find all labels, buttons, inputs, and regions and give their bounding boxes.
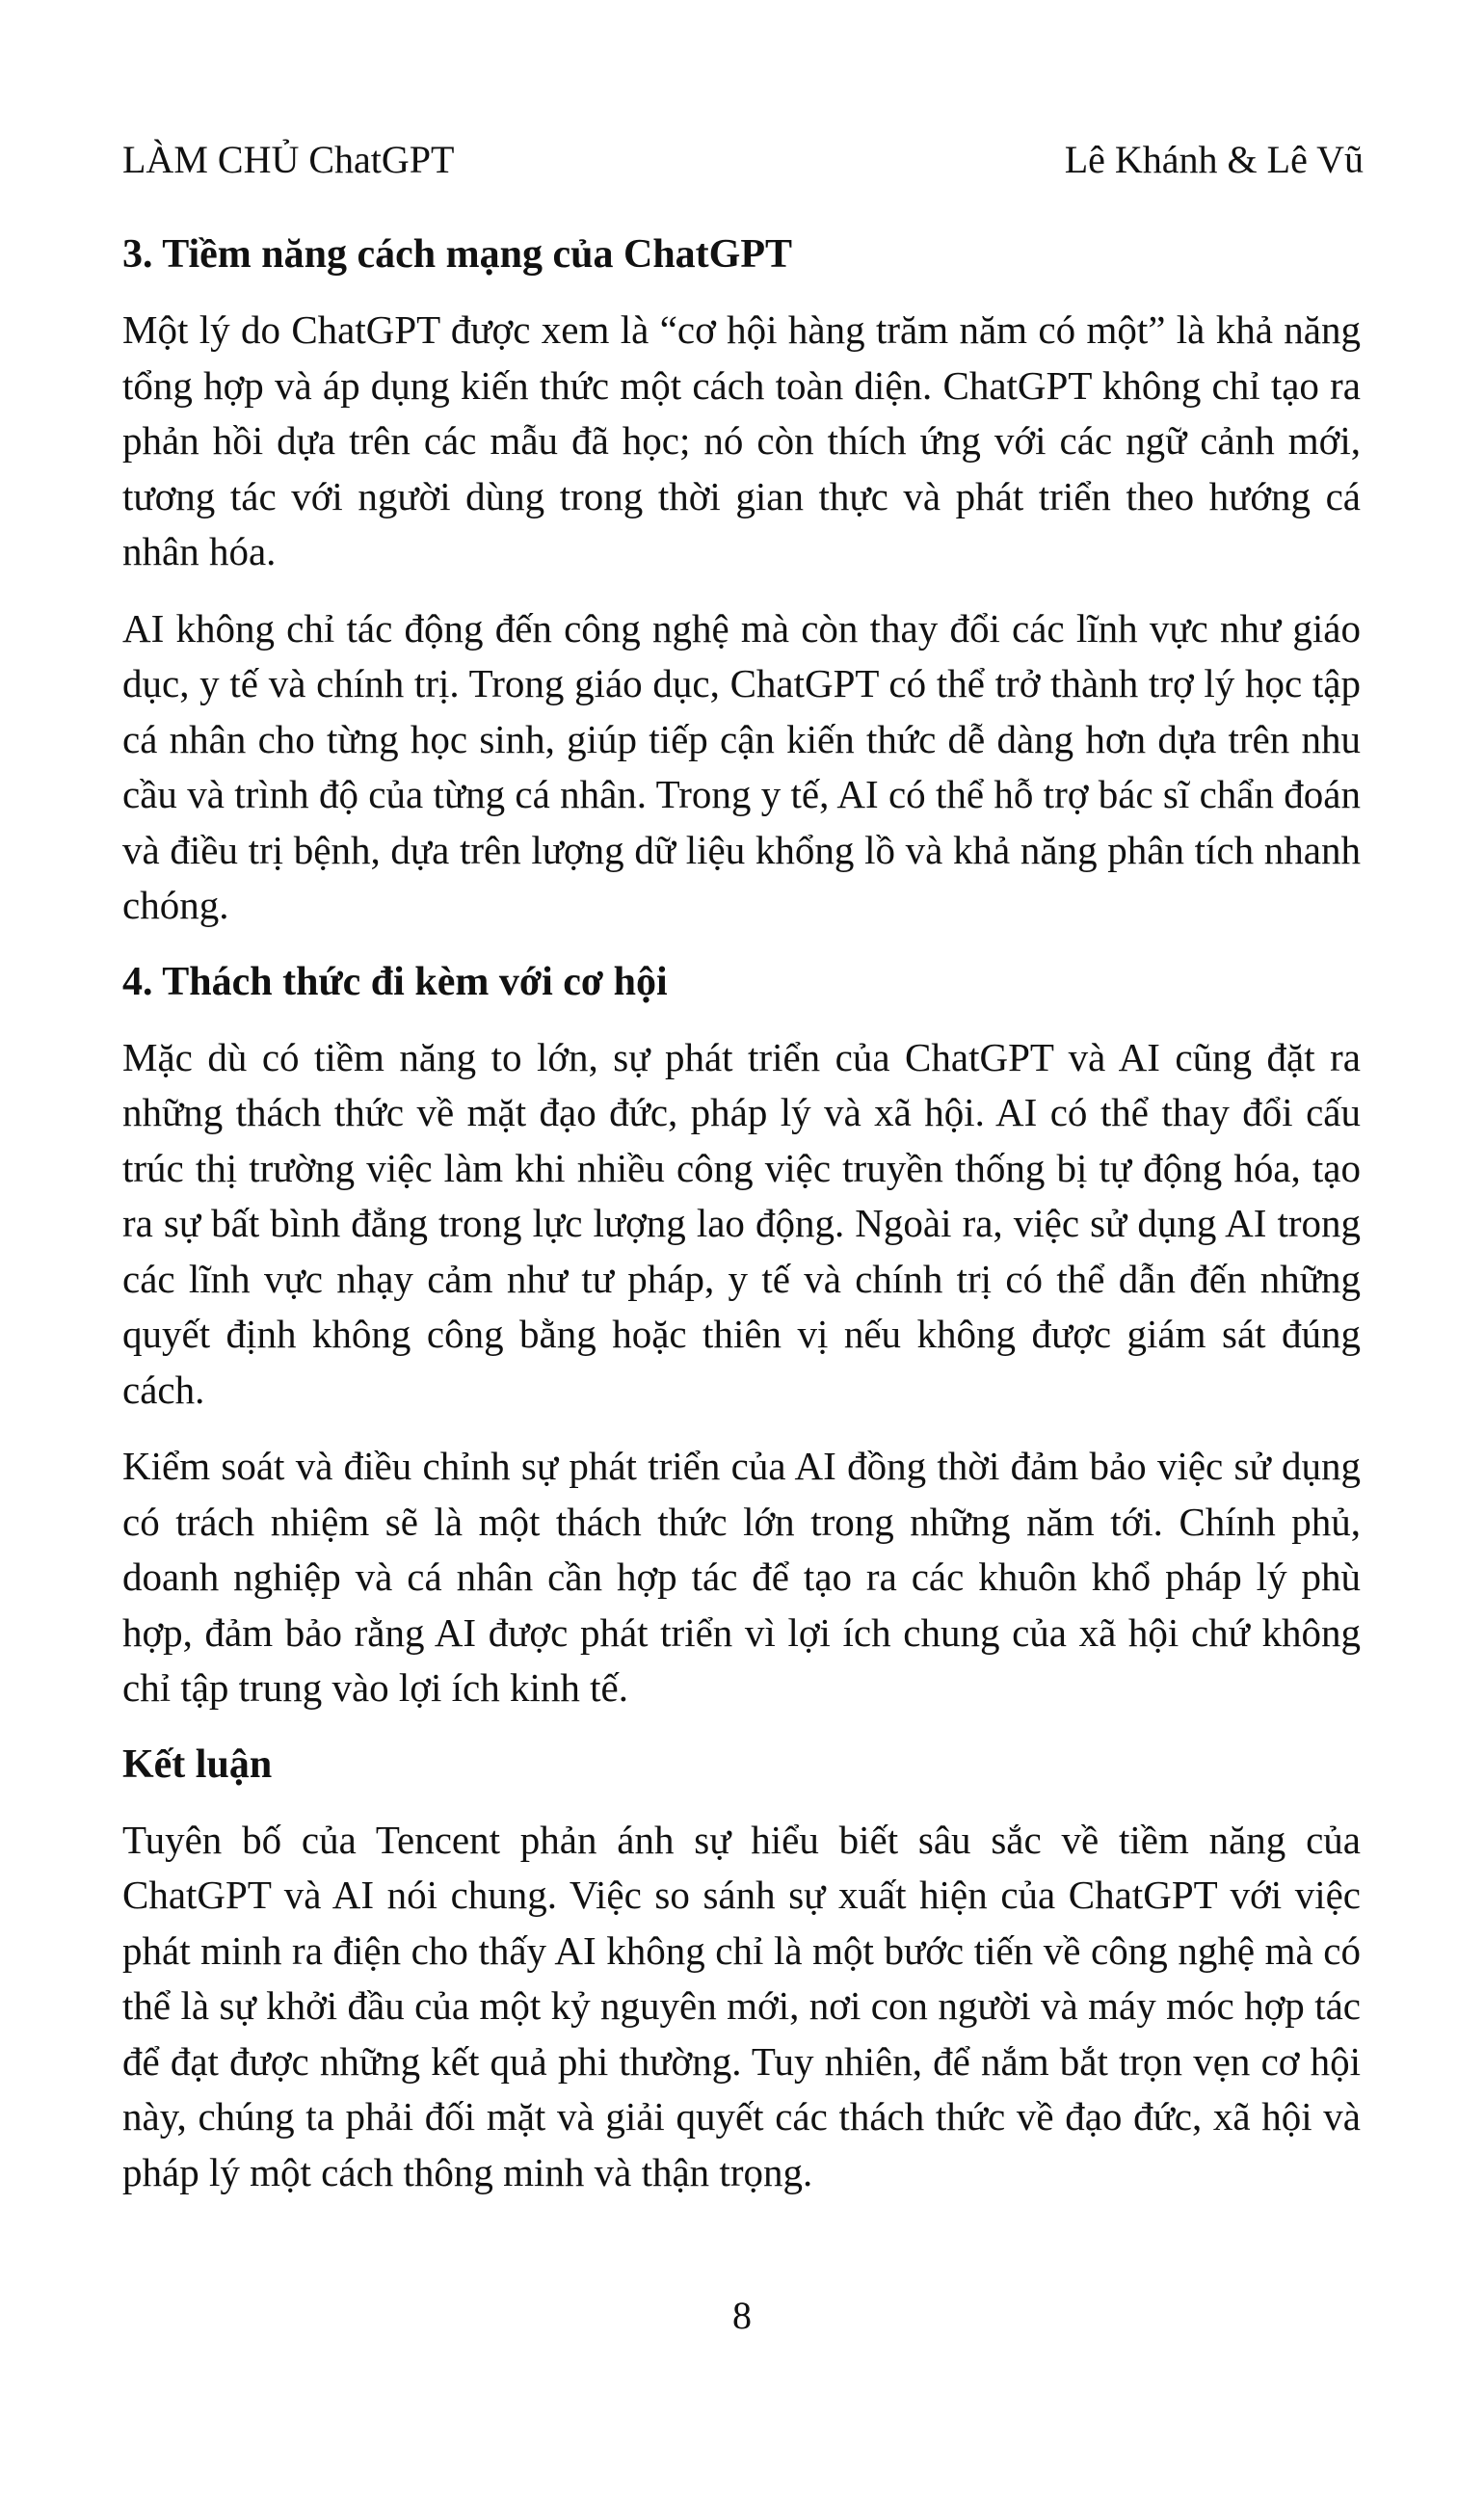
section-heading-revolutionary-potential: 3. Tiềm năng cách mạng của ChatGPT bbox=[122, 232, 793, 277]
page-number: 8 bbox=[732, 2294, 752, 2337]
running-header bbox=[122, 133, 1364, 187]
paragraph-ethical-challenges: Mặc dù có tiềm năng to lớn, sự phát triển của ChatGPT và AI cũng đặt ra những thách thức về mặt đạo đức, pháp lý và xã hội. AI có thể thay đổi cấu trúc thị trường việc làm khi nhiều công việc truyền thống bị tự động hóa, tạo ra sự bất bình đẳng trong lực lượng lao động. Ngoài ra, việc sử dụng AI trong các lĩnh vực nhạy cảm như tư pháp, y tế và chính trị có thể dẫn đến những quyết định không công bằng hoặc thiên vị nếu không được giám sát đúng cách. bbox=[122, 1034, 1361, 1412]
paragraph-conclusion: Tuyên bố của Tencent phản ánh sự hiểu biết sâu sắc về tiềm năng của ChatGPT và AI nói chung. Việc so sánh sự xuất hiện của ChatGPT với việc phát minh ra điện cho thấy AI không chỉ là một bước tiến về công nghệ mà có thể là sự khởi đầu của một kỷ nguyên mới, nơi con người và máy móc hợp tác để đạt được những kết quả phi thường. Tuy nhiên, để nắm bắt trọn vẹn cơ hội này, chúng ta phải đối mặt và giải quyết các thách thức về đạo đức, xã hội và pháp lý một cách thông minh và thận trọng. bbox=[122, 1817, 1361, 2194]
section-heading-conclusion: Kết luận bbox=[122, 1741, 273, 1787]
paragraph-ai-impact-fields: AI không chỉ tác động đến công nghệ mà còn thay đổi các lĩnh vực như giáo dục, y tế và chính trị. Trong giáo dục, ChatGPT có thể trở thành trợ lý học tập cá nhân cho từng học sinh, giúp tiếp cận kiến thức dễ dàng hơn dựa trên nhu cầu và trình độ của từng cá nhân. Trong y tế, AI có thể hỗ trợ bác sĩ chẩn đoán và điều trị bệnh, dựa trên lượng dữ liệu khổng lồ và khả năng phân tích nhanh chóng. bbox=[122, 605, 1361, 927]
page-content bbox=[122, 227, 1361, 2221]
header-authors: Lê Khánh & Lê Vũ bbox=[1064, 138, 1364, 181]
header-book-title: LÀM CHỦ ChatGPT bbox=[122, 138, 455, 181]
paragraph-regulation: Kiểm soát và điều chỉnh sự phát triển của AI đồng thời đảm bảo việc sử dụng có trách nhiệm sẽ là một thách thức lớn trong những năm tới. Chính phủ, doanh nghiệp và cá nhân cần hợp tác để tạo ra các khuôn khổ pháp lý phù hợp, đảm bảo rằng AI được phát triển vì lợi ích chung của xã hội chứ không chỉ tập trung vào lợi ích kinh tế. bbox=[122, 1444, 1361, 1710]
section-heading-challenges: 4. Thách thức đi kèm với cơ hội bbox=[122, 959, 668, 1004]
paragraph-synthesis-ability: Một lý do ChatGPT được xem là “cơ hội hàng trăm năm có một” là khả năng tổng hợp và áp dụng kiến thức một cách toàn diện. ChatGPT không chỉ tạo ra phản hồi dựa trên các mẫu đã học; nó còn thích ứng với các ngữ cảnh mới, tương tác với người dùng trong thời gian thực và phát triển theo hướng cá nhân hóa. bbox=[122, 307, 1361, 573]
